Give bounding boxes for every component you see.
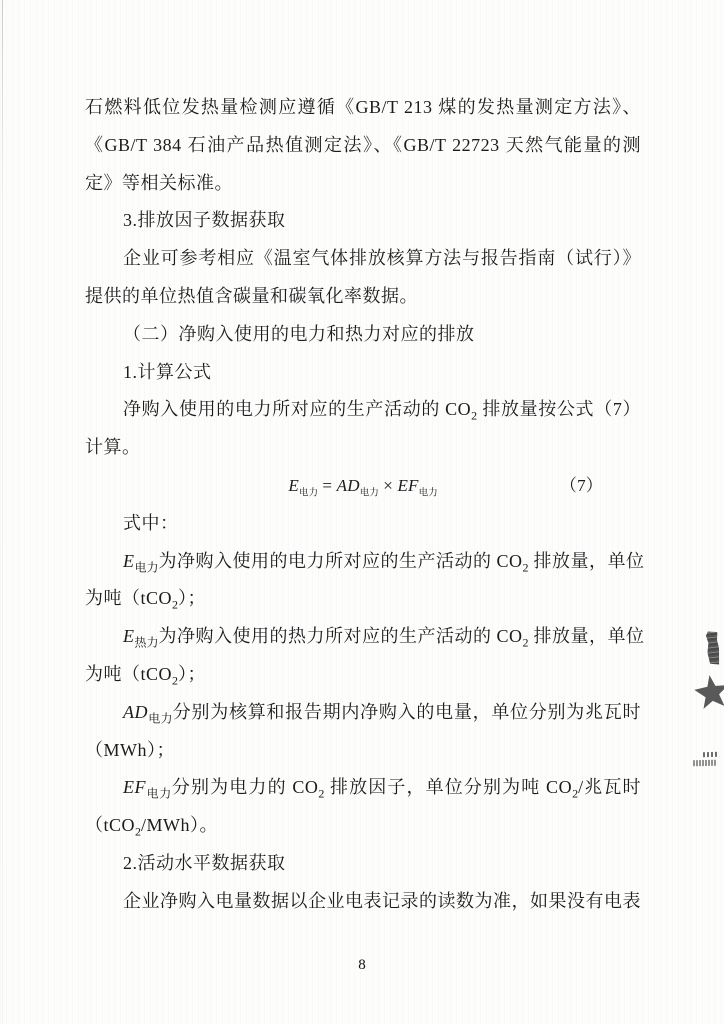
text-segment: × — [378, 475, 398, 495]
text-segment: 为净购入使用的电力所对应的生产活动的 CO — [158, 550, 523, 571]
text-line — [85, 543, 645, 581]
formula-line — [85, 467, 641, 505]
text-line — [85, 845, 641, 883]
text-segment: 《GB/T 384 石油产品热值测定法》、《GB/T 22723 天然气能量的测 — [85, 134, 641, 155]
text-segment: 2 — [572, 786, 579, 801]
text-segment: 为吨（tCO — [85, 588, 173, 609]
text-segment: 电力 — [359, 488, 379, 499]
text-segment: （tCO — [85, 815, 136, 836]
text-segment: （二）净购入使用的电力和热力对应的排放 — [123, 323, 475, 344]
text-segment: 净购入使用的电力所对应的生产活动的 CO — [123, 399, 472, 420]
text-line — [85, 694, 641, 732]
text-segment: 分别为核算和报告期内净购入的电量，单位分别为兆瓦时 — [172, 701, 641, 722]
text-line — [85, 732, 641, 770]
text-segment: 分别为电力的 CO — [171, 777, 319, 798]
text-segment: ）； — [178, 588, 207, 609]
formula-variable: E — [123, 626, 135, 647]
formula-variable: AD — [123, 701, 148, 722]
text-segment: 2 — [172, 597, 179, 612]
text-segment: 为吨（tCO — [85, 663, 173, 684]
scan-left-edge-line — [2, 0, 3, 1024]
text-line — [85, 580, 641, 618]
text-segment: 企业净购入电量数据以企业电表记录的读数为准，如果没有电表 — [123, 890, 641, 911]
text-segment: /兆瓦时 — [578, 777, 641, 798]
text-segment: ）； — [178, 663, 207, 684]
text-line — [85, 769, 641, 807]
text-line — [85, 656, 641, 694]
text-segment: 排放因子，单位分别为吨 CO — [324, 777, 573, 798]
formula-variable: EF — [397, 475, 419, 495]
equation-number: （7） — [559, 475, 603, 495]
text-segment: 2 — [471, 408, 478, 423]
page-number: 8 — [358, 957, 366, 973]
text-segment: 热力 — [134, 635, 159, 650]
text-segment: 1.计算公式 — [123, 361, 212, 382]
text-segment: 2 — [172, 673, 179, 688]
formula-variable: AD — [336, 475, 360, 495]
text-segment: 电力 — [146, 786, 172, 801]
formula-variable: E — [288, 475, 299, 495]
formula-variable: EF — [123, 777, 146, 798]
text-segment: 2 — [522, 635, 529, 650]
text-segment: 提供的单位热值含碳量和碳氧化率数据。 — [85, 285, 418, 306]
text-line — [85, 202, 641, 240]
text-segment: 石燃料低位发热量检测应遵循《GB/T 213 煤的发热量测定方法》、 — [85, 97, 641, 117]
text-segment: 计算。 — [85, 437, 141, 458]
text-line — [85, 316, 641, 354]
document-text-block — [85, 89, 645, 921]
text-segment: 2 — [522, 560, 529, 575]
text-segment: 式中： — [123, 512, 179, 533]
text-line — [85, 807, 641, 845]
text-segment: 排放量，单位 — [528, 626, 645, 647]
text-line — [85, 278, 641, 316]
text-line — [85, 505, 641, 543]
text-segment: 2.活动水平数据获取 — [123, 852, 286, 873]
text-segment: 企业可参考相应《温室气体排放核算方法与报告指南（试行）》 — [123, 248, 641, 269]
text-segment: 排放量，单位 — [528, 550, 645, 571]
stamp-text-fragment — [705, 630, 720, 665]
stamp-small-text-fragment — [703, 752, 719, 758]
text-line — [85, 883, 641, 921]
text-segment: （MWh）； — [85, 739, 175, 760]
text-line — [85, 429, 641, 467]
text-segment: 2 — [135, 824, 142, 839]
text-segment: 电力 — [134, 560, 159, 575]
stamp-star-fragment — [692, 672, 724, 716]
text-segment: 排放量按公式（7） — [477, 399, 641, 420]
text-segment: 定》等相关标准。 — [85, 172, 233, 193]
text-segment: 电力 — [148, 711, 173, 726]
stamp-small-text-fragment — [693, 760, 716, 766]
text-line — [85, 391, 641, 429]
text-segment: = — [317, 475, 337, 495]
text-segment: 电力 — [418, 488, 438, 499]
text-segment: /MWh）。 — [141, 815, 219, 836]
text-segment: 电力 — [298, 488, 318, 499]
formula-variable: E — [123, 550, 135, 571]
text-segment: 2 — [318, 786, 325, 801]
text-line — [85, 240, 641, 278]
text-segment: 3.排放因子数据获取 — [123, 210, 286, 231]
text-line — [85, 165, 641, 203]
text-line — [85, 89, 641, 127]
text-line — [85, 127, 641, 165]
text-line — [85, 354, 641, 392]
text-segment: 为净购入使用的热力所对应的生产活动的 CO — [158, 626, 523, 647]
text-line — [85, 618, 645, 656]
